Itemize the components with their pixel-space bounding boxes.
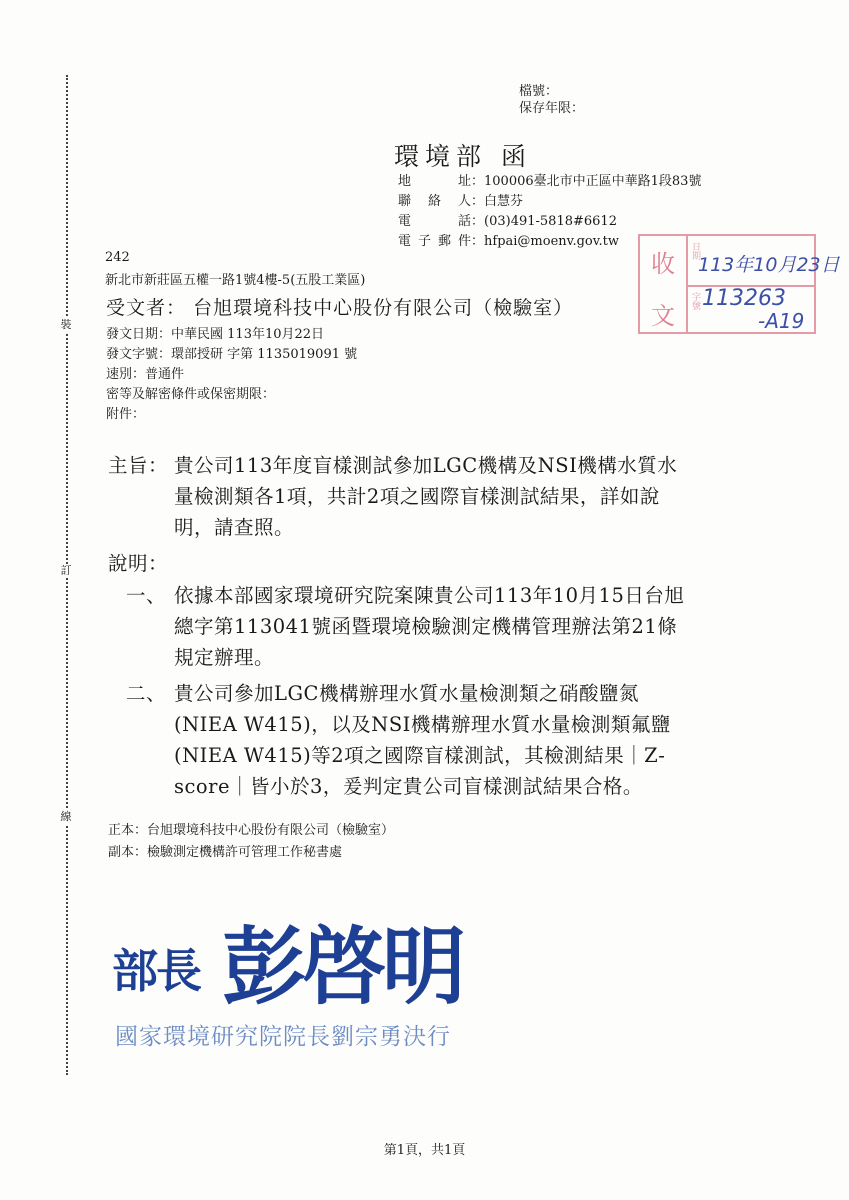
contact-email: 電子郵件：hfpai@moenv.gov.tw	[398, 234, 620, 249]
recipient-address: 新北市新莊區五權一路1號4樓-5(五股工業區)	[105, 273, 366, 288]
binding-char-bottom: 線	[58, 810, 74, 824]
copies-block	[108, 820, 394, 864]
file-number-label: 檔號：	[519, 84, 559, 99]
explanation-item-2-number: 二、	[126, 682, 167, 705]
explanation-item-2	[174, 678, 671, 802]
signature-title: 部長	[112, 944, 200, 998]
agency-title: 環境部 函	[394, 142, 532, 171]
explanation-line: 總字第113041號函暨環境檢驗測定機構管理辦法第21條	[174, 615, 678, 638]
explanation-line: (NIEA W415)，以及NSI機構辦理水質水量檢測類氟鹽	[174, 713, 671, 736]
stamp-date-handwritten: 113年10月23日	[698, 254, 840, 276]
meta-number: 發文字號：環部授研 字第 1135019091 號	[106, 347, 358, 362]
stamp-number-handwritten: 113263	[702, 286, 786, 311]
copy-duplicate: 副本：檢驗測定機構許可管理工作秘書處	[108, 845, 343, 860]
signature-proxy: 國家環境研究院院長劉宗勇決行	[115, 1024, 451, 1050]
contact-address: 地 址：100006臺北市中正區中華路1段83號	[398, 174, 702, 189]
explanation-line: 依據本部國家環境研究院案陳貴公司113年10月15日台旭	[174, 584, 685, 607]
subject-line: 明，請查照。	[174, 516, 295, 539]
stamp-sub-date: 日期	[690, 242, 700, 260]
received-stamp	[638, 234, 840, 334]
meta-attachment: 附件：	[106, 407, 146, 422]
retention-label: 保存年限：	[519, 101, 585, 116]
stamp-char-document: 文	[651, 302, 675, 330]
contact-person: 聯絡人：白慧芬	[398, 194, 524, 209]
explanation-label: 說明：	[108, 552, 169, 575]
contact-phone: 電 話：(03)491-5818#6612	[398, 214, 617, 229]
meta-date: 發文日期：中華民國 113年10月22日	[106, 327, 325, 342]
explanation-item-1-number: 一、	[126, 584, 167, 607]
explanation-line: 貴公司參加LGC機構辦理水質水量檢測類之硝酸鹽氮	[174, 682, 639, 705]
recipient-label: 受文者：	[106, 297, 187, 319]
meta-confidential: 密等及解密條件或保密期限：	[106, 387, 276, 402]
subject-label: 主旨：	[108, 454, 169, 477]
document-meta	[106, 325, 357, 425]
meta-speed: 速別：普通件	[106, 367, 185, 382]
explanation-line: (NIEA W415)等2項之國際盲樣測試，其檢測結果｜Z-	[174, 744, 666, 767]
signature-name: 彭啓明	[222, 917, 463, 1016]
page-number: 第1頁，共1頁	[383, 1143, 466, 1158]
postal-code: 242	[105, 250, 130, 265]
binding-char-top: 裝	[58, 318, 74, 332]
stamp-sub-number: 字號	[690, 292, 700, 310]
subject-line: 量檢測類各1項，共計2項之國際盲樣測試結果，詳如說	[174, 485, 660, 508]
subject-line: 貴公司113年度盲樣測試參加LGC機構及NSI機構水質水	[174, 454, 678, 477]
stamp-number-suffix: -A19	[758, 309, 805, 333]
copy-original: 正本：台旭環境科技中心股份有限公司（檢驗室）	[108, 823, 395, 838]
recipient-line	[106, 293, 573, 320]
stamp-char-received: 收	[651, 250, 675, 278]
binding-char-mid: 訂	[58, 564, 74, 578]
explanation-line: 規定辦理。	[174, 646, 275, 669]
explanation-item-1	[174, 580, 684, 673]
recipient-name: 台旭環境科技中心股份有限公司（檢驗室）	[193, 297, 574, 319]
subject-body	[174, 450, 677, 543]
explanation-line: score｜皆小於3，爰判定貴公司盲樣測試結果合格。	[174, 775, 643, 798]
